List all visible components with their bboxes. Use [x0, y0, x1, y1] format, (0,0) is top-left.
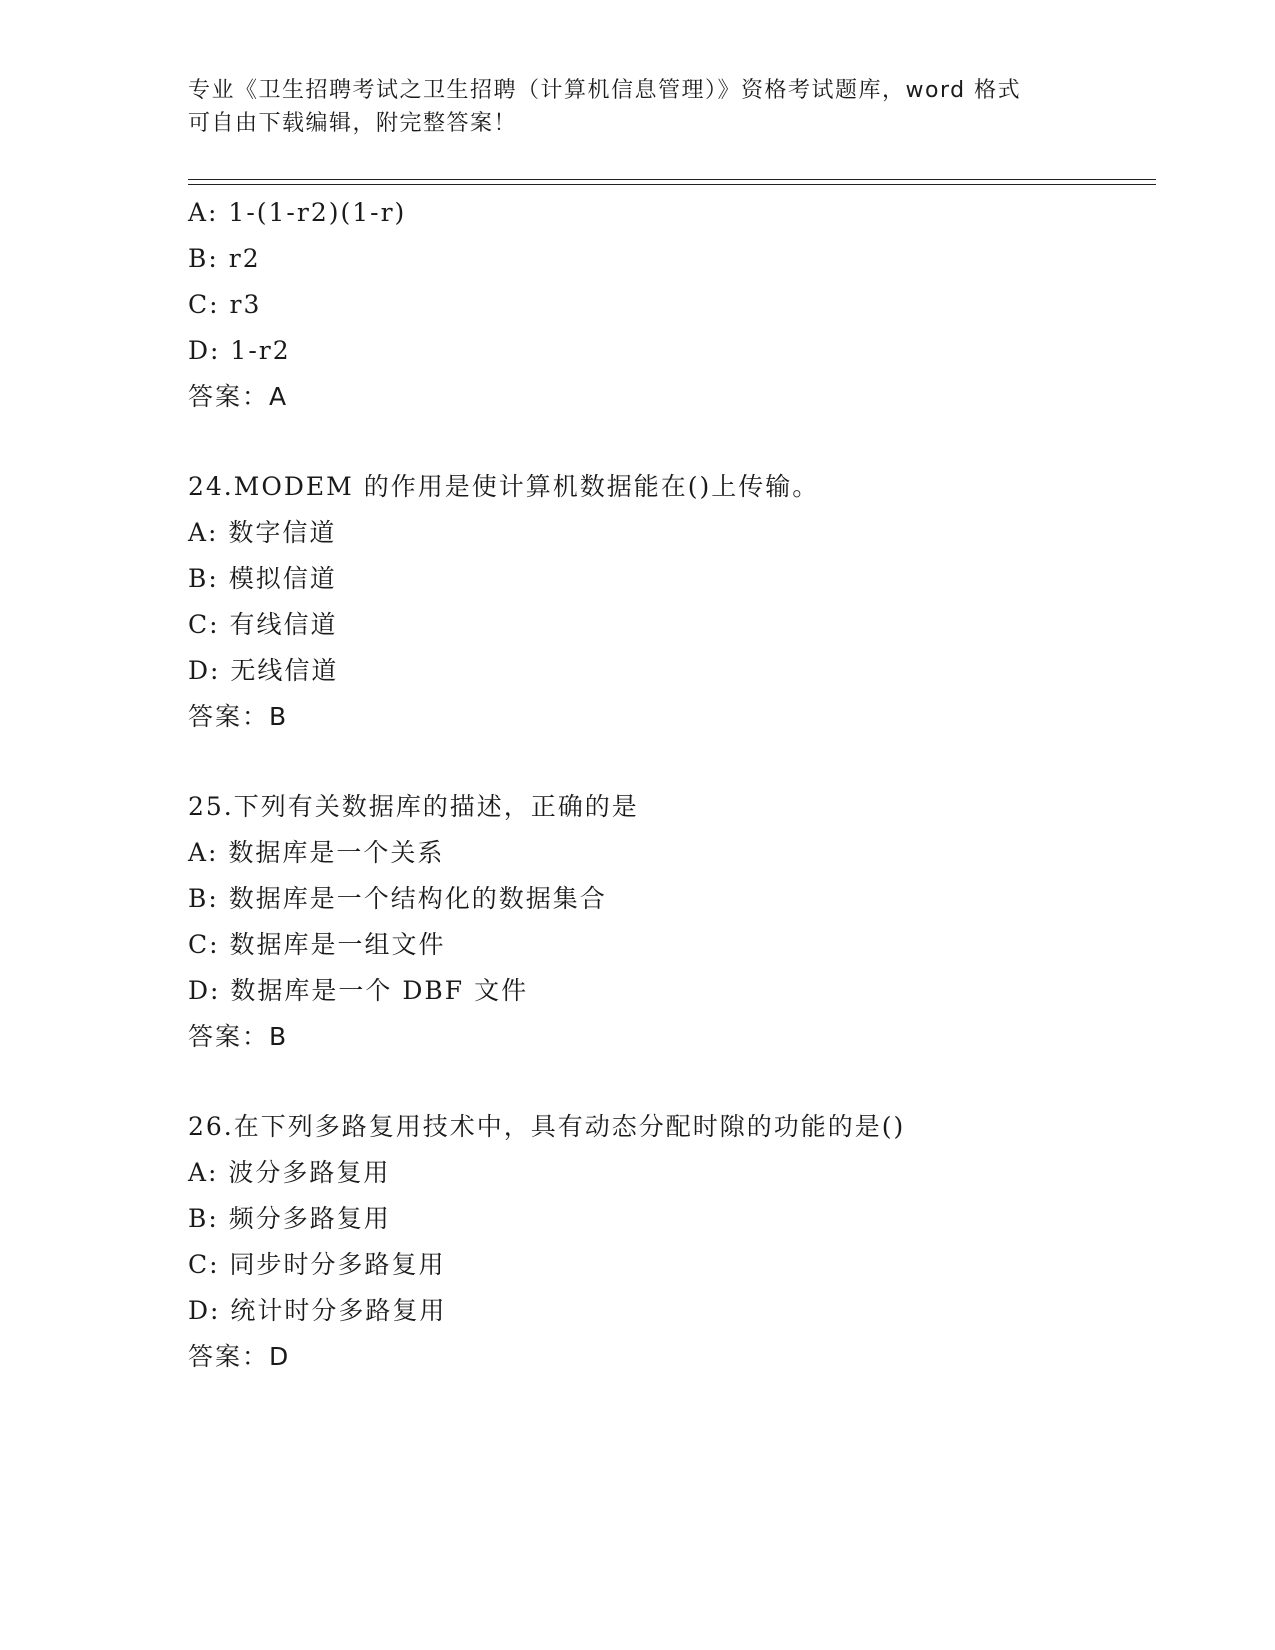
header-divider-bottom	[188, 184, 1156, 185]
option-a: A: 1-(1-r2)(1-r)	[188, 198, 407, 227]
question-block-23	[188, 190, 1156, 420]
option-d: D: 统计时分多路复用	[188, 1296, 447, 1325]
document-header	[188, 74, 1088, 140]
option-a: A: 数字信道	[188, 518, 337, 547]
answer-line: 答案：D	[188, 1342, 291, 1371]
question-list	[188, 190, 1156, 1380]
option-b: B: 数据库是一个结构化的数据集合	[188, 884, 607, 913]
question-block-25	[188, 784, 1156, 1060]
option-d: D: 数据库是一个 DBF 文件	[188, 976, 529, 1005]
question-stem: 24.MODEM 的作用是使计算机数据能在()上传输。	[188, 472, 820, 501]
option-c: C: 数据库是一组文件	[188, 930, 446, 959]
option-c: C: 有线信道	[188, 610, 338, 639]
option-a: A: 数据库是一个关系	[188, 838, 445, 867]
option-d: D: 无线信道	[188, 656, 339, 685]
header-title-line-2: 可自由下载编辑，附完整答案！	[188, 111, 518, 136]
option-b: B: 模拟信道	[188, 564, 337, 593]
question-stem: 25.下列有关数据库的描述，正确的是	[188, 792, 639, 821]
question-stem: 26.在下列多路复用技术中，具有动态分配时隙的功能的是()	[188, 1112, 906, 1141]
option-b: B: 频分多路复用	[188, 1204, 391, 1233]
question-block-26	[188, 1104, 1156, 1380]
answer-line: 答案：A	[188, 382, 289, 411]
option-b: B: r2	[188, 244, 261, 273]
option-d: D: 1-r2	[188, 336, 291, 365]
answer-line: 答案：B	[188, 1022, 289, 1051]
option-c: C: r3	[188, 290, 262, 319]
question-block-24	[188, 464, 1156, 740]
option-a: A: 波分多路复用	[188, 1158, 391, 1187]
answer-line: 答案：B	[188, 702, 289, 731]
header-divider-top	[188, 179, 1156, 180]
option-c: C: 同步时分多路复用	[188, 1250, 446, 1279]
header-title-line-1: 专业《卫生招聘考试之卫生招聘（计算机信息管理）》资格考试题库，word 格式	[188, 78, 1022, 103]
